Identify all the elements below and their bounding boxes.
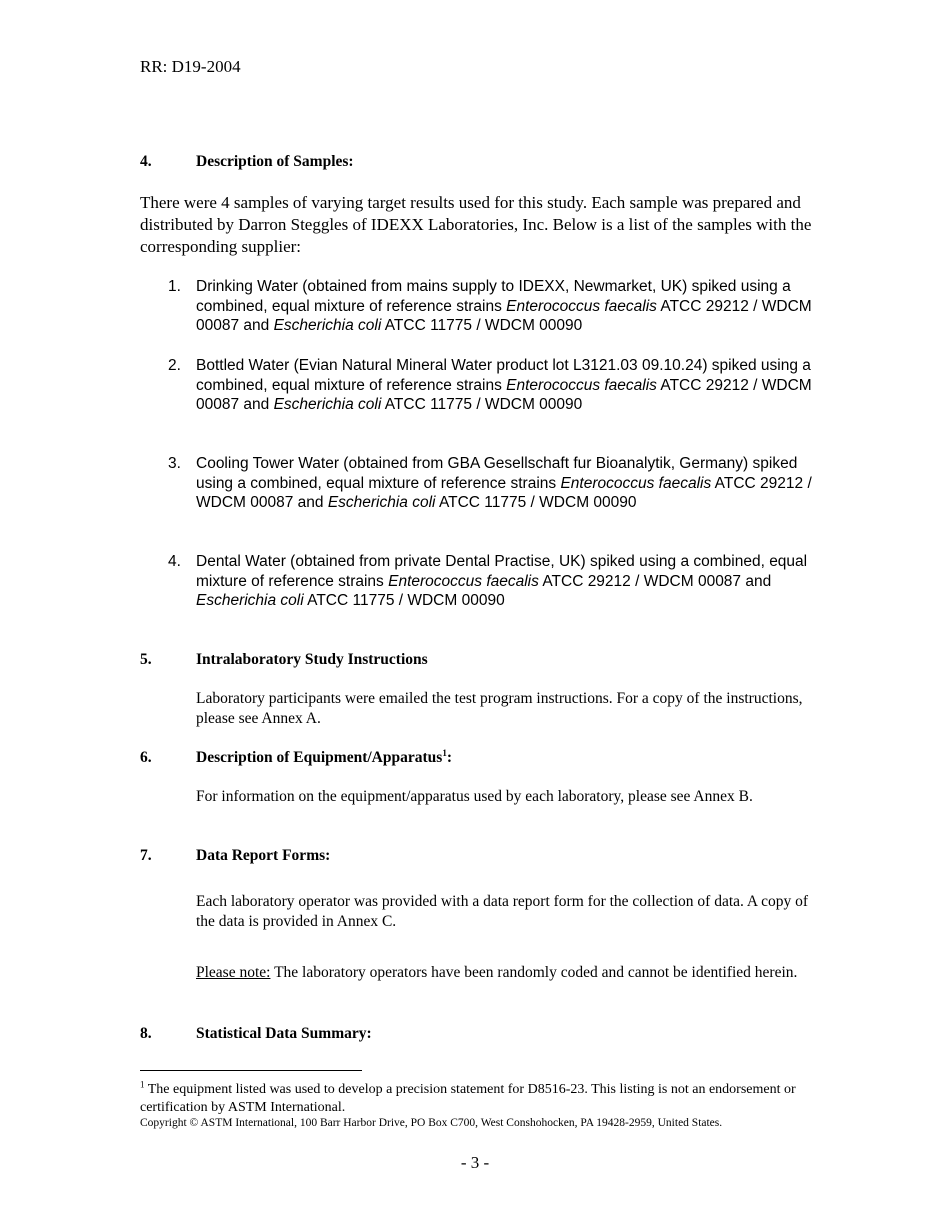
section-6-body: For information on the equipment/apparatus used by each laboratory, please see Annex B. [196,788,753,805]
section-6-title: Description of Equipment/Apparatus$^1$: [196,747,452,766]
section-4-title: Description of Samples: [196,153,354,170]
section-5-number: 5. [140,651,152,668]
sample-item-number: 1. [168,278,181,295]
section-6-number: 6. [140,749,152,766]
footnote-divider [140,1070,362,1071]
section-5-body: Laboratory participants were emailed the test program instructions. For a copy of the instructions, please see Annex A. [196,690,803,727]
section-5-title: Intralaboratory Study Instructions [196,651,428,668]
section-4-intro: There were 4 samples of varying target results used for this study. Each sample was prepared and distributed by Darron Steggles of IDEXX Laboratories, Inc. Below is a list of the samples with the corresponding supplier: [140,193,812,256]
section-7-body: Each laboratory operator was provided with a data report form for the collection of data. A copy of the data is provided in Annex C. [196,893,809,930]
copyright-notice: Copyright © ASTM International, 100 Barr Harbor Drive, PO Box C700, West Conshohocken, PA 19428-2959, United States. [140,1117,723,1129]
section-8-number: 8. [140,1025,152,1042]
sample-item-number: 2. [168,357,181,374]
sample-item-number: 4. [168,553,181,570]
sample-item-number: 3. [168,455,181,472]
report-id-header: RR: D19-2004 [140,57,241,76]
section-7-number: 7. [140,847,152,864]
sample-item-3: Cooling Tower Water (obtained from GBA Gesellschaft fur Bioanalytik, Germany) spiked using a combined, equal mixture of reference strains Enterococcus faecalis ATCC 29212 / WDCM 00087 and Escherichia coli ATCC 11775 / WDCM 00090 [196,455,812,511]
page-number: - 3 - [460,1153,490,1172]
section-8-title: Statistical Data Summary: [196,1025,372,1042]
sample-item-1: Drinking Water (obtained from mains supply to IDEXX, Newmarket, UK) spiked using a combined, equal mixture of reference strains Enterococcus faecalis ATCC 29212 / WDCM 00087 and Escherichia coli ATCC 11775 / WDCM 00090 [196,278,812,334]
section-7-title: Data Report Forms: [196,847,331,864]
section-4-number: 4. [140,153,152,170]
sample-item-2: Bottled Water (Evian Natural Mineral Water product lot L3121.03 09.10.24) spiked using a combined, equal mixture of reference strains Enterococcus faecalis ATCC 29212 / WDCM 00087 and Escherichia coli ATCC 11775 / WDCM 00090 [196,357,812,413]
please-note-label: Please note: [196,964,271,981]
footnote: $^1$ The equipment listed was used to develop a precision statement for D8516-23. This listing is not an endorsement or certification by ASTM International. [140,1079,796,1115]
section-7-note: Please note: The laboratory operators have been randomly coded and cannot be identified herein. [196,964,798,981]
sample-item-4: Dental Water (obtained from private Dental Practise, UK) spiked using a combined, equal mixture of reference strains Enterococcus faecalis ATCC 29212 / WDCM 00087 and Escherichia coli ATCC 11775 / WDCM 00090 [196,553,808,609]
footnote-ref: 1 [442,747,447,758]
